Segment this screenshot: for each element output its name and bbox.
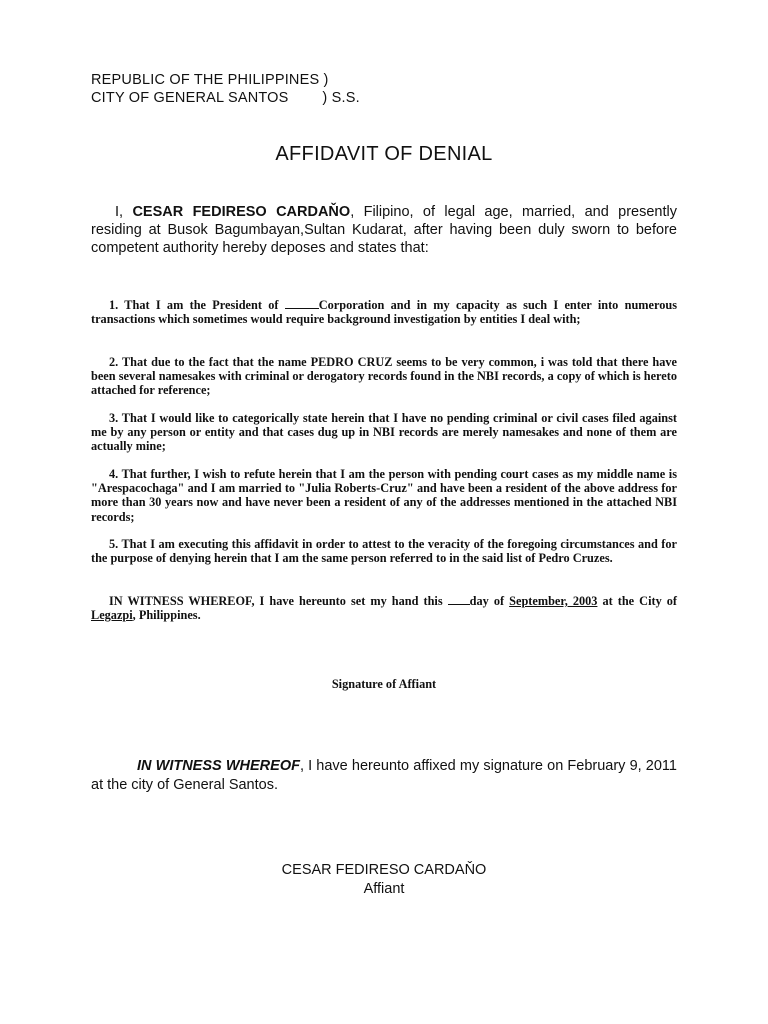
paragraph-5 [91, 537, 677, 565]
paragraph-3 [91, 411, 677, 454]
venue-line-republic: REPUBLIC OF THE PHILIPPINES ) [91, 72, 329, 88]
paragraph-3-text: 3. That I would like to categorically state herein that I have no pending criminal or civil cases filed against me by any person or entity and that cases dug up in NBI records are merely namesakes and none of them are actually mine; [91, 411, 677, 454]
venue-header [91, 71, 360, 107]
witness-text-c: at the City of [602, 594, 678, 608]
witness-text-d: , Philippines. [132, 608, 201, 623]
witness-paragraph [91, 594, 677, 622]
witness-date: September, 2003 [509, 594, 598, 608]
witness-city: Legazpi [91, 608, 133, 623]
paragraph-2-text: 2. That due to the fact that the name PEDRO CRUZ seems to be very common, i was told that there have been several namesakes with criminal or derogatory records found in the NBI records, a copy of which is hereto attached for reference; [91, 355, 677, 398]
intro-prefix: I, [115, 204, 133, 220]
paragraph-1-end: Corporation and in my capacity as such I enter into numerous transactions which sometimes would require background investigation by entities I deal with; [91, 298, 677, 327]
paragraph-4-text: 4. That further, I wish to refute herein that I am the person with pending court cases as my middle name is "Arespacochaga" and I am married to "Julia Roberts-Cruz" and have been a resident of the above address for more than 30 years now and have never been a resident of any of the addresses mentioned in the attached NBI records; [91, 467, 677, 524]
witness-paragraph-2 [91, 757, 677, 795]
affiant-name: CESAR FEDIRESO CARDAŇO [281, 862, 487, 878]
corporation-blank [285, 298, 319, 309]
affiant-name-intro: CESAR FEDIRESO CARDAŇO [132, 204, 351, 220]
witness-text-b: day of [469, 594, 510, 608]
intro-text: , Filipino, of legal age, married, and presently residing at Busok Bagumbayan,Sultan Kudarat, after having been duly sworn to before competent authority hereby deposes and states that: [91, 204, 677, 256]
intro-paragraph [91, 203, 677, 257]
paragraph-1-start: 1. That I am the President of [109, 298, 285, 312]
venue-line-city: CITY OF GENERAL SANTOS ) S.S. [91, 90, 360, 106]
paragraph-4 [91, 467, 677, 524]
paragraph-2 [91, 355, 677, 398]
witness-lead-phrase: IN WITNESS WHEREOF [137, 758, 300, 774]
witness-text-a: IN WITNESS WHEREOF, I have hereunto set my hand this [109, 594, 448, 608]
affiant-label: Affiant [363, 881, 405, 897]
document-title: AFFIDAVIT OF DENIAL [275, 143, 493, 165]
paragraph-1 [91, 298, 677, 326]
witness-2-text: , I have hereunto affixed my signature on February 9, 2011 at the city of General Santos. [91, 758, 677, 793]
signature-of-affiant-label: Signature of Affiant [331, 677, 437, 691]
paragraph-5-text: 5. That I am executing this affidavit in order to attest to the veracity of the foregoing circumstances and for the purpose of denying herein that I am the same person referred to in the said list of Pedro Cruzes. [91, 537, 677, 566]
day-blank [448, 594, 470, 605]
